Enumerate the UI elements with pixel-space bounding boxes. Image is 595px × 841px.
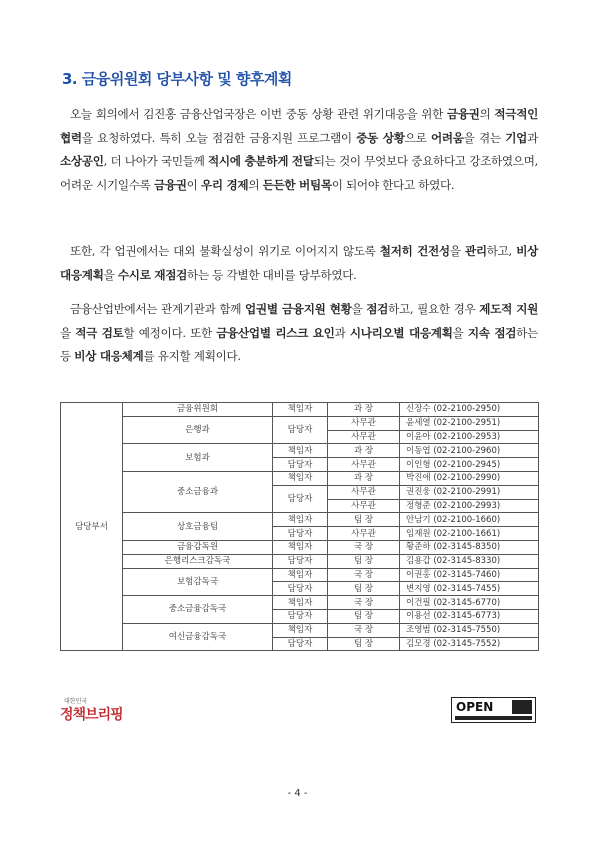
para1-segment: 우리 경제 <box>200 177 249 192</box>
open-word: OPEN <box>456 700 494 714</box>
para1-segment: 기업 <box>505 130 528 145</box>
para2-segment: 철저히 건전성 <box>379 244 450 258</box>
open-license-icon <box>512 700 532 714</box>
name-phone-cell: 임재원 (02-2100-1661) <box>400 527 539 541</box>
position-cell: 팀 장 <box>328 513 400 527</box>
para3-segment: 을 <box>60 325 76 340</box>
role-cell: 담당자 <box>273 609 328 623</box>
table-row <box>61 444 539 458</box>
role-cell: 책임자 <box>273 403 328 417</box>
para2-segment: 하고, <box>486 244 517 258</box>
section-heading: 3. 금융위원회 당부사항 및 향후계획 <box>62 70 292 88</box>
org-cell: 은행리스크감독국 <box>123 554 273 568</box>
paragraph-2 <box>60 240 538 287</box>
logo-big-text: 정책브리핑 <box>60 707 123 723</box>
position-cell: 사무관 <box>328 416 400 430</box>
org-cell: 중소금융감독국 <box>123 596 273 624</box>
org-cell: 금융위원회 <box>123 403 273 417</box>
org-cell: 보험과 <box>123 444 273 472</box>
para1-segment: 으로 <box>404 130 431 145</box>
role-cell: 담당자 <box>273 582 328 596</box>
para3-segment: 을 <box>351 302 367 316</box>
para3-segment: 지속 점검 <box>467 325 517 340</box>
para3-segment: 적극 검토 <box>75 325 124 340</box>
table-row <box>61 568 539 582</box>
para2-segment: 수시로 재점검 <box>117 267 188 282</box>
table-row <box>61 596 539 610</box>
name-phone-cell: 안남기 (02-2100-1660) <box>400 513 539 527</box>
org-cell: 은행과 <box>123 416 273 444</box>
name-phone-cell: 김모경 (02-3145-7552) <box>400 637 539 651</box>
name-phone-cell: 이권홍 (02-3145-7460) <box>400 568 539 582</box>
role-cell: 담당자 <box>273 554 328 568</box>
name-phone-cell: 김용갑 (02-3145-8330) <box>400 554 539 568</box>
para2-segment: 비상대응계획 <box>60 244 538 282</box>
para3-segment: 를 유지할 계획이다. <box>143 349 241 363</box>
para2-segment: 또한, 각 업권에서는 대외 불확실성이 위기로 이어지지 않도록 <box>70 244 380 258</box>
para1-segment: 을 겪는 <box>463 130 506 145</box>
role-cell: 담당자 <box>273 485 328 513</box>
table-row <box>61 403 539 417</box>
position-cell: 팀 장 <box>328 609 400 623</box>
para1-segment: 금융권 <box>153 177 187 192</box>
para1-segment: 을 요청하였다. 특히 오늘 점검한 금융지원 프로그램이 <box>81 130 357 145</box>
para3-segment: 할 예정이다. 또한 <box>123 325 217 340</box>
name-phone-cell: 이용선 (02-3145-6773) <box>400 609 539 623</box>
name-phone-cell: 신장수 (02-2100-2950) <box>400 403 539 417</box>
table-row <box>61 513 539 527</box>
name-phone-cell: 박진애 (02-2100-2990) <box>400 471 539 485</box>
para3-segment: 점검 <box>366 302 389 316</box>
position-cell: 과 장 <box>328 471 400 485</box>
page-number: - 4 - <box>287 788 308 799</box>
para1-segment: 이 <box>186 177 201 192</box>
para1-segment: 든든한 버팀목 <box>262 177 332 192</box>
position-cell: 사무관 <box>328 458 400 472</box>
org-cell: 여신금융감독국 <box>123 623 273 651</box>
org-cell: 보험감독국 <box>123 568 273 596</box>
position-cell: 국 장 <box>328 596 400 610</box>
role-cell: 담당자 <box>273 416 328 444</box>
role-cell: 담당자 <box>273 527 328 541</box>
para3-segment: 금융산업반에서는 관계기관과 함께 <box>70 302 246 316</box>
role-cell: 책임자 <box>273 568 328 582</box>
para3-segment: 업권별 금융지원 현황 <box>245 302 352 316</box>
name-phone-cell: 이건필 (02-3145-6770) <box>400 596 539 610</box>
position-cell: 사무관 <box>328 499 400 513</box>
para3-segment: 비상 대응체계 <box>74 349 144 363</box>
para2-segment: 을 <box>449 244 465 258</box>
para1-segment: 적시에 충분하게 전달 <box>208 154 314 168</box>
position-cell: 팀 장 <box>328 637 400 651</box>
paragraph-1 <box>60 103 538 197</box>
name-phone-cell: 윤세열 (02-2100-2951) <box>400 416 539 430</box>
name-phone-cell: 정형준 (02-2100-2993) <box>400 499 539 513</box>
name-phone-cell: 변지영 (02-3145-7455) <box>400 582 539 596</box>
position-cell: 국 장 <box>328 540 400 554</box>
license-bar-icon <box>455 716 532 720</box>
position-cell: 사무관 <box>328 485 400 499</box>
position-cell: 과 장 <box>328 403 400 417</box>
org-cell: 금융감독원 <box>123 540 273 554</box>
table-row <box>61 471 539 485</box>
role-cell: 책임자 <box>273 596 328 610</box>
position-cell: 국 장 <box>328 623 400 637</box>
table-row <box>61 540 539 554</box>
para3-segment: 하고, 필요한 경우 <box>388 302 480 316</box>
position-cell: 팀 장 <box>328 582 400 596</box>
org-cell: 상호금융팀 <box>123 513 273 541</box>
para1-segment: 소상공인 <box>60 154 104 168</box>
para1-segment: 금융권 <box>446 107 480 121</box>
name-phone-cell: 이인형 (02-2100-2945) <box>400 458 539 472</box>
para1-segment: 과 <box>527 130 538 145</box>
org-cell: 중소금융과 <box>123 471 273 512</box>
table-row <box>61 416 539 430</box>
para2-segment: 관리 <box>464 244 487 258</box>
para1-segment: 되는 것이 무엇보다 중요하다고 강조하였으며, 어려운 시기일수록 <box>60 154 538 192</box>
name-phone-cell: 황준하 (02-3145-8350) <box>400 540 539 554</box>
para1-segment: 의 <box>248 177 263 192</box>
position-cell: 국 장 <box>328 568 400 582</box>
para1-segment: 이 되어야 한다고 하였다. <box>331 177 455 192</box>
role-cell: 책임자 <box>273 623 328 637</box>
para3-segment: 과 <box>334 325 350 340</box>
para1-segment: , 더 나아가 국민들께 <box>103 154 208 168</box>
name-phone-cell: 권진웅 (02-2100-2991) <box>400 485 539 499</box>
role-cell: 담당자 <box>273 458 328 472</box>
name-phone-cell: 이동엽 (02-2100-2960) <box>400 444 539 458</box>
contact-table <box>60 402 539 651</box>
role-cell: 책임자 <box>273 540 328 554</box>
paragraph-3 <box>60 298 538 369</box>
para3-segment: 제도적 지원 <box>479 302 538 316</box>
role-cell: 책임자 <box>273 471 328 485</box>
role-cell: 책임자 <box>273 513 328 527</box>
para1-segment: 어려움 <box>430 130 464 145</box>
para3-segment: 금융산업별 리스크 요인 <box>216 325 335 340</box>
logo-small-text: 대한민국 <box>64 698 88 705</box>
name-phone-cell: 이윤아 (02-2100-2953) <box>400 430 539 444</box>
position-cell: 팀 장 <box>328 554 400 568</box>
para3-segment: 하는 등 <box>60 325 538 363</box>
policy-briefing-logo <box>60 696 124 724</box>
para1-segment: 오늘 회의에서 김진홍 금융산업국장은 이번 중동 상황 관련 위기대응을 위한 <box>70 107 447 121</box>
position-cell: 과 장 <box>328 444 400 458</box>
name-phone-cell: 조영범 (02-3145-7550) <box>400 623 539 637</box>
role-cell: 책임자 <box>273 444 328 458</box>
position-cell: 사무관 <box>328 430 400 444</box>
table-row <box>61 554 539 568</box>
position-cell: 사무관 <box>328 527 400 541</box>
para2-segment: 을 <box>103 267 118 282</box>
table-row <box>61 623 539 637</box>
para1-segment: 의 <box>479 107 495 121</box>
para3-segment: 을 <box>452 325 468 340</box>
para3-segment: 시나리오별 대응계획 <box>349 325 453 340</box>
para2-segment: 하는 등 각별한 대비를 당부하였다. <box>187 267 357 282</box>
department-label-cell: 담당부서 <box>61 403 123 651</box>
open-license-badge <box>451 697 536 723</box>
para1-segment: 적극적인 협력 <box>60 107 538 145</box>
para1-segment: 중동 상황 <box>356 130 405 145</box>
role-cell: 담당자 <box>273 637 328 651</box>
